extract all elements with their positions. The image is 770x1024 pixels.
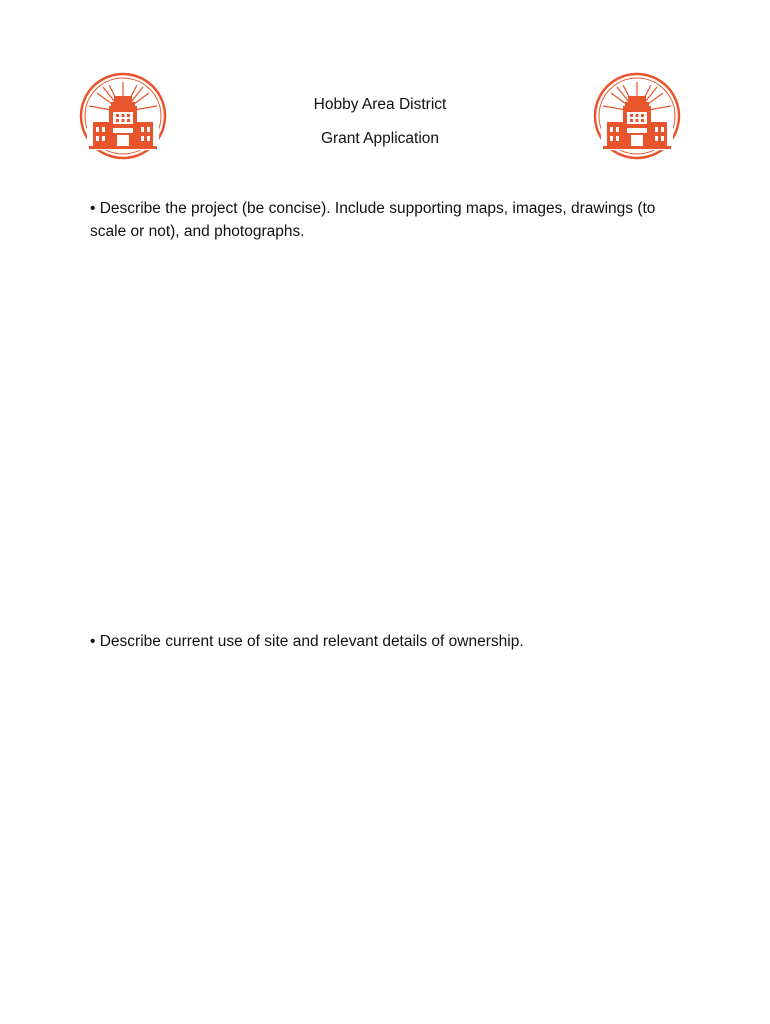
- answer-area-site-use-ownership[interactable]: [90, 660, 680, 990]
- district-seal-graphic: [79, 72, 167, 160]
- question-site-use-ownership: • Describe current use of site and relevant details of ownership.: [90, 633, 524, 650]
- document-title: Hobby Area District: [313, 96, 447, 113]
- district-seal-icon: [79, 72, 167, 160]
- district-seal-graphic: [593, 72, 681, 160]
- district-seal-icon: [593, 72, 681, 160]
- question-project-description: • Describe the project (be concise). Include supporting maps, images, drawings (to scale or not), and photographs.: [90, 200, 656, 240]
- answer-area-project-description[interactable]: [90, 250, 680, 610]
- document-subtitle: Grant Application: [320, 130, 440, 147]
